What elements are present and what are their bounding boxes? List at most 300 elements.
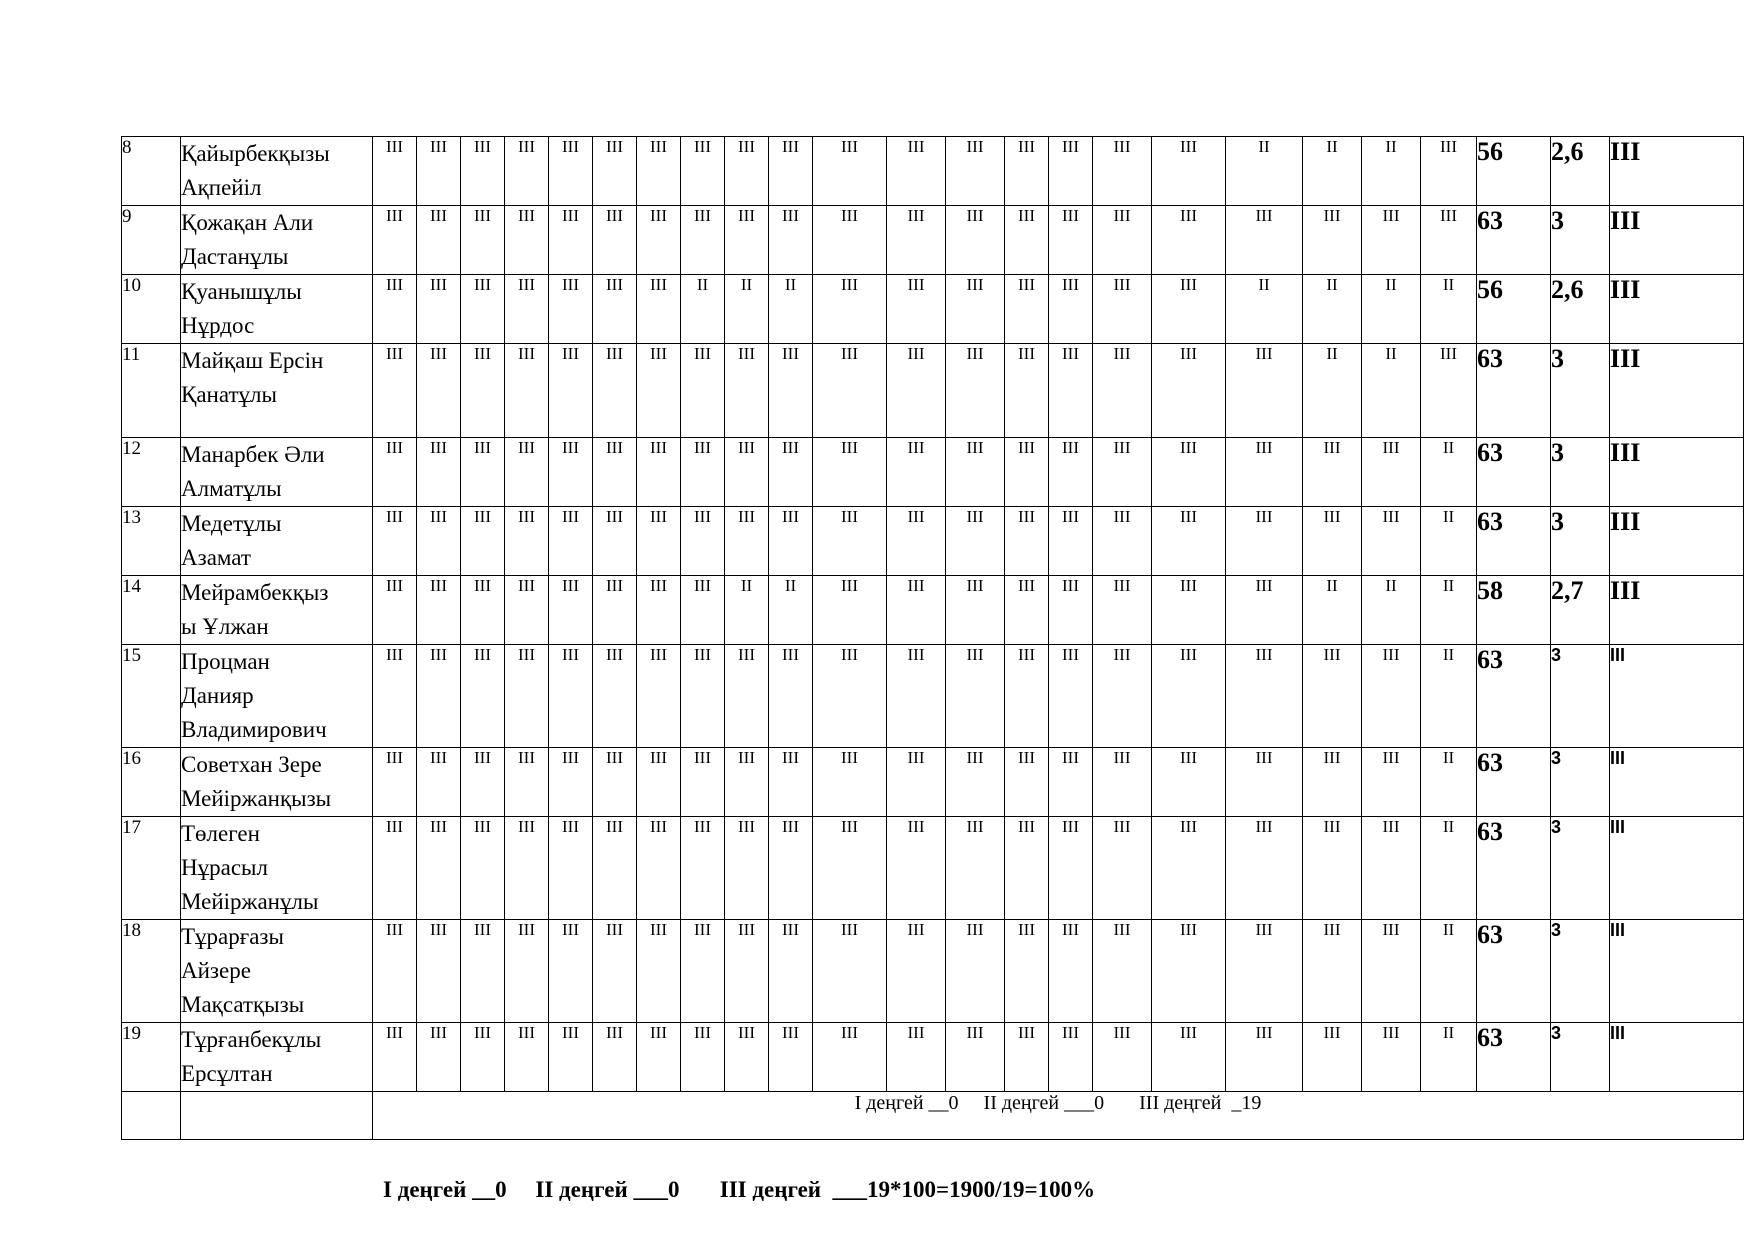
- grade-table: [121, 136, 1744, 1140]
- grade-cell: III: [725, 1023, 769, 1092]
- grade-cell: III: [637, 920, 681, 1023]
- grade-cell: III: [1362, 920, 1421, 1023]
- grade-cell: III: [1152, 576, 1226, 645]
- grade-cell: III: [1093, 507, 1152, 576]
- grade-cell: III: [769, 507, 813, 576]
- student-name-line: Тұрғанбекұлы: [181, 1027, 322, 1052]
- table-row: [122, 748, 1744, 817]
- grade-cell: III: [813, 344, 887, 438]
- grade-cell: III: [1005, 507, 1049, 576]
- grade-cell: III: [505, 438, 549, 507]
- grade-cell: III: [417, 137, 461, 206]
- grade-cell: III: [417, 206, 461, 275]
- grade-cell: III: [549, 645, 593, 748]
- grade-cell: III: [505, 817, 549, 920]
- grade-cell: III: [637, 137, 681, 206]
- total-score: 63: [1477, 507, 1551, 576]
- grade-cell: III: [725, 206, 769, 275]
- student-name: [181, 344, 373, 438]
- grade-cell: III: [637, 817, 681, 920]
- grade-cell: III: [1005, 645, 1049, 748]
- grade-cell: III: [946, 645, 1005, 748]
- student-name: [181, 1023, 373, 1092]
- level-result: III: [1610, 275, 1744, 344]
- grade-cell: III: [887, 275, 946, 344]
- student-name-line: Ерсұлтан: [181, 1061, 273, 1086]
- grade-cell: III: [1093, 920, 1152, 1023]
- grade-cell: III: [417, 344, 461, 438]
- grade-cell: III: [946, 275, 1005, 344]
- grade-cell: III: [813, 920, 887, 1023]
- grade-cell: III: [1049, 275, 1093, 344]
- grade-cell: III: [593, 920, 637, 1023]
- grade-cell: III: [887, 576, 946, 645]
- grade-cell: III: [461, 1023, 505, 1092]
- grade-cell: III: [637, 576, 681, 645]
- total-score: 63: [1477, 920, 1551, 1023]
- grade-cell: III: [549, 507, 593, 576]
- grade-cell: III: [1152, 344, 1226, 438]
- grade-cell: II: [1421, 1023, 1477, 1092]
- grade-cell: III: [549, 206, 593, 275]
- grade-cell: III: [593, 1023, 637, 1092]
- grade-cell: III: [681, 344, 725, 438]
- table-level-summary: [373, 1092, 1744, 1140]
- student-name-line: Советхан Зере: [181, 752, 322, 777]
- student-name-line: Манарбек Әли: [181, 442, 325, 467]
- grade-cell: III: [681, 438, 725, 507]
- grade-cell: III: [887, 748, 946, 817]
- grade-cell: III: [1303, 206, 1362, 275]
- grade-cell: III: [1303, 1023, 1362, 1092]
- student-name: [181, 817, 373, 920]
- grade-cell: III: [725, 137, 769, 206]
- grade-cell: III: [1093, 206, 1152, 275]
- grade-cell: III: [549, 748, 593, 817]
- grade-cell: III: [1005, 817, 1049, 920]
- grade-cell: III: [769, 645, 813, 748]
- grade-cell: II: [1362, 344, 1421, 438]
- average-score: 2,6: [1551, 137, 1610, 206]
- grade-cell: III: [461, 206, 505, 275]
- grade-cell: III: [593, 275, 637, 344]
- row-number: 15: [122, 645, 181, 748]
- grade-cell: III: [1421, 206, 1477, 275]
- grade-cell: III: [505, 275, 549, 344]
- total-score: 63: [1477, 645, 1551, 748]
- grade-cell: II: [769, 275, 813, 344]
- grade-cell: III: [946, 507, 1005, 576]
- grade-cell: III: [681, 817, 725, 920]
- average-score: 3: [1551, 507, 1610, 576]
- grade-cell: III: [373, 137, 417, 206]
- level-result: III: [1610, 645, 1744, 748]
- total-score: 63: [1477, 438, 1551, 507]
- grade-cell: III: [725, 817, 769, 920]
- student-name-line: Мейіржанұлы: [181, 889, 319, 914]
- average-score: 3: [1551, 1023, 1610, 1092]
- grade-cell: II: [1421, 275, 1477, 344]
- grade-cell: III: [769, 748, 813, 817]
- grade-cell: II: [1362, 137, 1421, 206]
- table-row: [122, 920, 1744, 1023]
- grade-cell: III: [1049, 438, 1093, 507]
- grade-cell: II: [1421, 576, 1477, 645]
- average-score: 3: [1551, 344, 1610, 438]
- grade-cell: III: [505, 645, 549, 748]
- grade-cell: II: [1303, 344, 1362, 438]
- average-score: 3: [1551, 438, 1610, 507]
- total-score: 63: [1477, 1023, 1551, 1092]
- grade-cell: III: [1362, 438, 1421, 507]
- grade-cell: III: [1005, 1023, 1049, 1092]
- grade-cell: II: [1303, 576, 1362, 645]
- student-name-line: Тұрарғазы: [181, 924, 284, 949]
- grade-cell: III: [1226, 920, 1303, 1023]
- grade-cell: III: [946, 1023, 1005, 1092]
- grade-cell: III: [1152, 645, 1226, 748]
- student-name: [181, 438, 373, 507]
- grade-cell: III: [813, 438, 887, 507]
- bottom-level-summary: I деңгей __0 II деңгей ___0 III деңгей ___19*100=1900/19=100%: [383, 1177, 1096, 1202]
- grade-cell: II: [1362, 275, 1421, 344]
- student-name: [181, 137, 373, 206]
- grade-cell: II: [769, 576, 813, 645]
- grade-cell: III: [1005, 438, 1049, 507]
- grade-cell: III: [373, 645, 417, 748]
- grade-cell: III: [946, 206, 1005, 275]
- grade-cell: III: [769, 817, 813, 920]
- grade-cell: III: [1049, 206, 1093, 275]
- total-score: 56: [1477, 137, 1551, 206]
- grade-cell: III: [417, 817, 461, 920]
- row-number: 11: [122, 344, 181, 438]
- grade-cell: III: [1152, 748, 1226, 817]
- row-number: 17: [122, 817, 181, 920]
- grade-cell: III: [887, 137, 946, 206]
- grade-cell: III: [946, 576, 1005, 645]
- grade-cell: III: [725, 920, 769, 1023]
- student-name-line: Процман: [181, 649, 270, 674]
- grade-cell: III: [813, 817, 887, 920]
- grade-cell: III: [1049, 137, 1093, 206]
- grade-cell: III: [1152, 206, 1226, 275]
- student-name: [181, 748, 373, 817]
- grade-cell: III: [946, 920, 1005, 1023]
- grade-cell: III: [887, 645, 946, 748]
- student-name-line: Дастанұлы: [181, 244, 289, 269]
- empty-cell: [181, 1092, 373, 1140]
- grade-cell: III: [725, 344, 769, 438]
- grade-cell: II: [1421, 748, 1477, 817]
- grade-cell: III: [593, 507, 637, 576]
- grade-cell: III: [505, 748, 549, 817]
- grade-cell: III: [887, 507, 946, 576]
- row-number: 19: [122, 1023, 181, 1092]
- grade-cell: III: [373, 1023, 417, 1092]
- grade-cell: III: [1093, 576, 1152, 645]
- empty-cell: [122, 1092, 181, 1140]
- student-name: [181, 645, 373, 748]
- grade-cell: III: [373, 438, 417, 507]
- grade-cell: III: [637, 1023, 681, 1092]
- row-number: 8: [122, 137, 181, 206]
- grade-cell: III: [725, 507, 769, 576]
- grade-cell: III: [593, 438, 637, 507]
- grade-cell: III: [1005, 576, 1049, 645]
- grade-cell: III: [1226, 645, 1303, 748]
- grade-cell: III: [461, 507, 505, 576]
- grade-cell: III: [813, 1023, 887, 1092]
- grade-cell: III: [549, 275, 593, 344]
- total-score: 58: [1477, 576, 1551, 645]
- grade-cell: III: [1049, 645, 1093, 748]
- grade-cell: III: [505, 920, 549, 1023]
- level-result: III: [1610, 576, 1744, 645]
- grade-cell: II: [1303, 137, 1362, 206]
- grade-cell: III: [769, 920, 813, 1023]
- grade-cell: III: [593, 206, 637, 275]
- grade-cell: II: [1226, 137, 1303, 206]
- student-name: [181, 576, 373, 645]
- level-result: III: [1610, 920, 1744, 1023]
- level-result: III: [1610, 137, 1744, 206]
- total-score: 63: [1477, 748, 1551, 817]
- student-name-line: Данияр: [181, 683, 254, 708]
- grade-cell: III: [549, 137, 593, 206]
- grade-cell: II: [681, 275, 725, 344]
- grade-cell: III: [1049, 920, 1093, 1023]
- grade-cell: III: [1152, 1023, 1226, 1092]
- grade-cell: III: [1303, 817, 1362, 920]
- grade-cell: III: [1362, 206, 1421, 275]
- grade-cell: III: [549, 920, 593, 1023]
- level-result: III: [1610, 344, 1744, 438]
- grade-cell: II: [1303, 275, 1362, 344]
- table-row: [122, 817, 1744, 920]
- table-row: [122, 438, 1744, 507]
- grade-cell: III: [373, 344, 417, 438]
- grade-cell: III: [1362, 817, 1421, 920]
- level-result: III: [1610, 507, 1744, 576]
- grade-cell: III: [1226, 507, 1303, 576]
- grade-cell: III: [461, 438, 505, 507]
- grade-cell: II: [1362, 576, 1421, 645]
- grade-cell: III: [549, 1023, 593, 1092]
- student-name: [181, 206, 373, 275]
- average-score: 3: [1551, 920, 1610, 1023]
- student-name: [181, 275, 373, 344]
- average-score: 3: [1551, 645, 1610, 748]
- grade-cell: III: [373, 748, 417, 817]
- student-name-line: Медетұлы: [181, 511, 282, 536]
- average-score: 3: [1551, 817, 1610, 920]
- total-score: 56: [1477, 275, 1551, 344]
- grade-cell: III: [946, 748, 1005, 817]
- grade-cell: III: [637, 645, 681, 748]
- grade-cell: III: [887, 817, 946, 920]
- grade-cell: III: [505, 576, 549, 645]
- grade-cell: III: [1152, 817, 1226, 920]
- grade-cell: II: [1421, 438, 1477, 507]
- grade-cell: III: [1226, 206, 1303, 275]
- grade-cell: III: [1005, 206, 1049, 275]
- grade-cell: III: [461, 137, 505, 206]
- grade-cell: III: [887, 344, 946, 438]
- grade-cell: II: [1226, 275, 1303, 344]
- grade-cell: III: [1303, 748, 1362, 817]
- grade-cell: III: [946, 817, 1005, 920]
- grade-cell: III: [461, 748, 505, 817]
- grade-cell: III: [549, 817, 593, 920]
- student-name-line: Владимирович: [181, 717, 327, 742]
- row-number: 10: [122, 275, 181, 344]
- grade-cell: III: [505, 1023, 549, 1092]
- table-row: [122, 206, 1744, 275]
- grade-cell: III: [725, 748, 769, 817]
- grade-cell: II: [725, 576, 769, 645]
- grade-cell: III: [417, 920, 461, 1023]
- grade-cell: III: [637, 206, 681, 275]
- row-number: 13: [122, 507, 181, 576]
- grade-cell: III: [461, 344, 505, 438]
- grade-cell: III: [593, 576, 637, 645]
- student-name-line: Мейрамбекқыз: [181, 580, 329, 605]
- grade-cell: III: [1049, 748, 1093, 817]
- grade-cell: III: [725, 438, 769, 507]
- grade-cell: III: [637, 748, 681, 817]
- row-number: 9: [122, 206, 181, 275]
- grade-cell: III: [373, 507, 417, 576]
- student-name-line: Нұрдос: [181, 313, 255, 338]
- grade-cell: III: [813, 507, 887, 576]
- grade-cell: III: [681, 576, 725, 645]
- average-score: 3: [1551, 748, 1610, 817]
- grade-cell: III: [887, 920, 946, 1023]
- grade-cell: III: [505, 344, 549, 438]
- student-name-line: Қанатұлы: [181, 382, 277, 407]
- grade-cell: III: [1226, 748, 1303, 817]
- grade-cell: III: [637, 507, 681, 576]
- grade-cell: III: [505, 206, 549, 275]
- summary-row: [122, 1092, 1744, 1140]
- grade-cell: III: [417, 507, 461, 576]
- grade-cell: III: [1093, 275, 1152, 344]
- student-name-line: Төлеген: [181, 821, 260, 846]
- table-row: [122, 275, 1744, 344]
- grade-cell: III: [637, 275, 681, 344]
- grade-cell: III: [461, 817, 505, 920]
- student-name-line: Қуанышұлы: [181, 279, 302, 304]
- grade-cell: II: [725, 275, 769, 344]
- grade-cell: III: [1093, 438, 1152, 507]
- grade-cell: III: [1226, 1023, 1303, 1092]
- grade-cell: III: [1093, 137, 1152, 206]
- grade-cell: III: [813, 576, 887, 645]
- grade-cell: III: [461, 920, 505, 1023]
- grade-cell: III: [813, 645, 887, 748]
- grade-cell: III: [461, 576, 505, 645]
- grade-cell: III: [373, 275, 417, 344]
- grade-cell: III: [1421, 137, 1477, 206]
- grade-cell: III: [887, 1023, 946, 1092]
- student-name-line: Алматұлы: [181, 476, 282, 501]
- grade-cell: III: [461, 645, 505, 748]
- grade-cell: III: [1303, 507, 1362, 576]
- grade-cell: III: [1303, 645, 1362, 748]
- grade-cell: II: [1421, 817, 1477, 920]
- grade-cell: III: [1005, 137, 1049, 206]
- grade-cell: III: [637, 344, 681, 438]
- grade-cell: III: [887, 438, 946, 507]
- grade-cell: III: [637, 438, 681, 507]
- grade-cell: III: [1093, 645, 1152, 748]
- student-name-line: Майқаш Ерсін: [181, 348, 324, 373]
- grade-cell: III: [505, 507, 549, 576]
- total-score: 63: [1477, 817, 1551, 920]
- grade-cell: III: [1152, 507, 1226, 576]
- grade-cell: III: [593, 817, 637, 920]
- grade-cell: III: [417, 645, 461, 748]
- level-result: III: [1610, 748, 1744, 817]
- grade-cell: III: [1226, 576, 1303, 645]
- grade-cell: III: [505, 137, 549, 206]
- grade-cell: III: [593, 645, 637, 748]
- grade-cell: III: [1005, 748, 1049, 817]
- average-score: 2,6: [1551, 275, 1610, 344]
- grade-cell: III: [1362, 1023, 1421, 1092]
- student-name: [181, 920, 373, 1023]
- student-name-line: ы Ұлжан: [181, 614, 269, 639]
- grade-cell: III: [813, 748, 887, 817]
- student-name-line: Қожақан Али: [181, 210, 314, 235]
- grade-cell: III: [1049, 507, 1093, 576]
- total-score: 63: [1477, 206, 1551, 275]
- grade-cell: III: [769, 438, 813, 507]
- grade-cell: III: [1093, 344, 1152, 438]
- grade-cell: III: [373, 576, 417, 645]
- student-name-line: Айзере: [181, 958, 251, 983]
- row-number: 14: [122, 576, 181, 645]
- grade-cell: III: [769, 344, 813, 438]
- grade-cell: III: [946, 438, 1005, 507]
- grade-cell: III: [1005, 344, 1049, 438]
- row-number: 12: [122, 438, 181, 507]
- grade-cell: III: [681, 1023, 725, 1092]
- grade-cell: II: [1421, 507, 1477, 576]
- grade-cell: III: [1093, 1023, 1152, 1092]
- total-score: 63: [1477, 344, 1551, 438]
- student-name-line: Мейіржанқызы: [181, 786, 332, 811]
- grade-cell: III: [593, 748, 637, 817]
- grade-cell: III: [549, 438, 593, 507]
- grade-cell: III: [681, 920, 725, 1023]
- grade-cell: III: [946, 344, 1005, 438]
- grade-cell: III: [1049, 817, 1093, 920]
- grade-cell: III: [1049, 344, 1093, 438]
- grade-cell: III: [549, 344, 593, 438]
- grade-cell: III: [946, 137, 1005, 206]
- grade-cell: III: [1226, 344, 1303, 438]
- grade-cell: III: [1049, 1023, 1093, 1092]
- grade-cell: III: [813, 206, 887, 275]
- grade-cell: III: [681, 748, 725, 817]
- grade-cell: III: [549, 576, 593, 645]
- grade-cell: III: [813, 137, 887, 206]
- level-result: III: [1610, 817, 1744, 920]
- grade-cell: II: [1421, 645, 1477, 748]
- grade-cell: III: [681, 137, 725, 206]
